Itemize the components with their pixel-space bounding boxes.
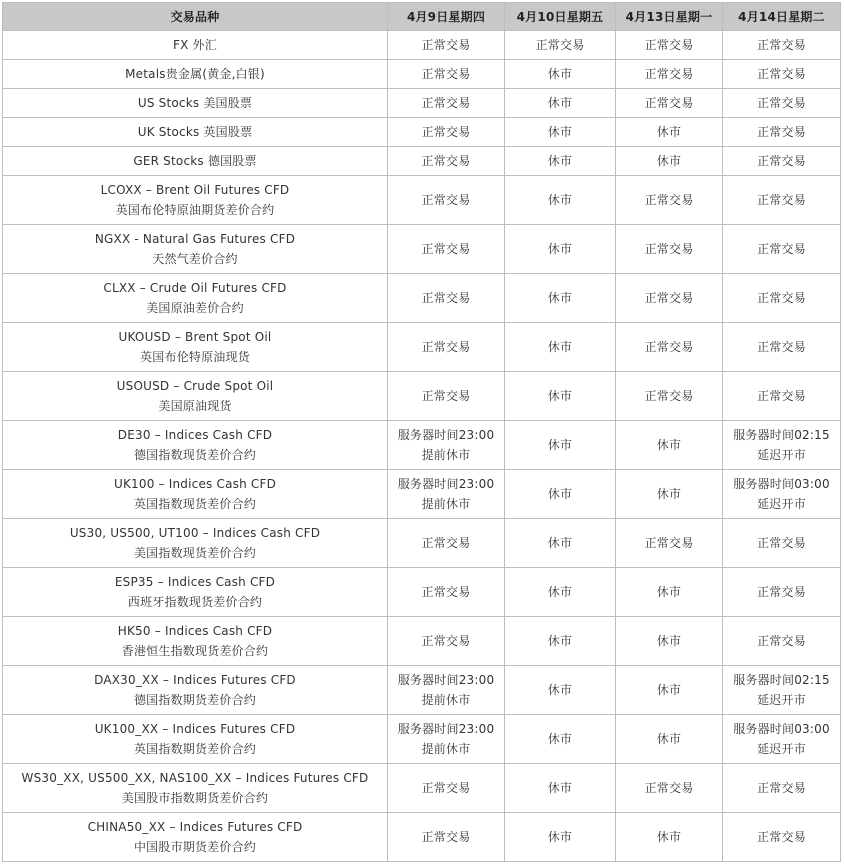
status-text: 正常交易 xyxy=(644,67,694,81)
table-row xyxy=(3,617,841,666)
header-row xyxy=(3,3,841,31)
instrument-name: GER Stocks 德国股票 xyxy=(133,154,257,168)
status-text: 正常交易 xyxy=(757,536,806,550)
table-row xyxy=(3,323,841,372)
status-text: 休市 xyxy=(656,125,682,139)
status-cell xyxy=(723,225,841,274)
status-cell xyxy=(505,176,616,225)
table-row xyxy=(3,118,841,147)
instrument-name: NGXX - Natural Gas Futures CFD xyxy=(94,232,296,246)
instrument-cell xyxy=(3,323,388,372)
status-cell xyxy=(505,118,616,147)
status-text: 正常交易 xyxy=(421,154,471,168)
status-text: 休市 xyxy=(547,585,573,599)
status-cell xyxy=(723,470,841,519)
instrument-name: UKOUSD – Brent Spot Oil xyxy=(118,330,272,344)
status-text: 正常交易 xyxy=(644,389,694,403)
status-text: 服务器时间02:15 xyxy=(733,428,830,442)
status-text: 正常交易 xyxy=(421,389,471,403)
table-row xyxy=(3,421,841,470)
status-text: 服务器时间23:00 xyxy=(397,477,495,491)
instrument-cell xyxy=(3,519,388,568)
status-cell xyxy=(616,666,723,715)
status-text: 休市 xyxy=(547,438,573,452)
status-text: 服务器时间02:15 xyxy=(733,673,830,687)
status-text: 延迟开市 xyxy=(757,497,806,511)
table-row xyxy=(3,147,841,176)
status-cell xyxy=(723,813,841,862)
table-row xyxy=(3,60,841,89)
status-cell xyxy=(723,60,841,89)
status-text: 延迟开市 xyxy=(757,693,806,707)
status-text: 正常交易 xyxy=(757,781,806,795)
status-cell xyxy=(616,225,723,274)
status-text: 正常交易 xyxy=(644,193,694,207)
status-text: 休市 xyxy=(547,340,573,354)
status-cell xyxy=(388,764,505,813)
instrument-name: UK100 – Indices Cash CFD xyxy=(113,477,277,491)
header-instrument: 交易品种 xyxy=(3,3,388,31)
status-text: 延迟开市 xyxy=(757,742,806,756)
status-cell xyxy=(505,666,616,715)
instrument-name: ESP35 – Indices Cash CFD xyxy=(114,575,276,589)
status-cell xyxy=(616,89,723,118)
status-cell xyxy=(616,421,723,470)
instrument-name-cn: 英国布伦特原油现货 xyxy=(140,350,250,364)
status-cell xyxy=(723,519,841,568)
status-cell xyxy=(388,568,505,617)
status-text: 休市 xyxy=(547,125,573,139)
status-cell xyxy=(388,323,505,372)
status-text: 休市 xyxy=(547,291,573,305)
instrument-name-cn: 英国指数期货差价合约 xyxy=(133,742,256,756)
instrument-cell xyxy=(3,813,388,862)
status-cell xyxy=(616,118,723,147)
instrument-name: Metals贵金属(黄金,白银) xyxy=(125,67,265,81)
instrument-cell xyxy=(3,666,388,715)
status-cell xyxy=(505,715,616,764)
table-row xyxy=(3,470,841,519)
status-text: 休市 xyxy=(656,154,682,168)
header-apr10: 4月10日星期五 xyxy=(505,3,616,31)
status-cell xyxy=(616,764,723,813)
table-row xyxy=(3,89,841,118)
status-text: 正常交易 xyxy=(757,67,806,81)
status-text: 休市 xyxy=(656,683,682,697)
status-cell xyxy=(505,31,616,60)
status-cell xyxy=(723,372,841,421)
status-text: 正常交易 xyxy=(421,291,471,305)
status-cell xyxy=(723,323,841,372)
status-cell xyxy=(388,60,505,89)
status-text: 正常交易 xyxy=(757,96,806,110)
status-text: 休市 xyxy=(547,683,573,697)
status-text: 正常交易 xyxy=(757,389,806,403)
status-cell xyxy=(388,89,505,118)
instrument-cell xyxy=(3,147,388,176)
status-cell xyxy=(723,764,841,813)
status-cell xyxy=(388,421,505,470)
status-text: 休市 xyxy=(656,732,682,746)
status-cell xyxy=(723,147,841,176)
status-cell xyxy=(388,372,505,421)
status-cell xyxy=(723,89,841,118)
status-cell xyxy=(723,568,841,617)
status-cell xyxy=(388,147,505,176)
status-cell xyxy=(388,519,505,568)
status-text: 休市 xyxy=(656,585,682,599)
instrument-name: CLXX – Crude Oil Futures CFD xyxy=(103,281,287,295)
status-cell xyxy=(505,147,616,176)
status-cell xyxy=(616,470,723,519)
status-text: 休市 xyxy=(547,96,573,110)
instrument-name-cn: 中国股市期货差价合约 xyxy=(133,840,256,854)
table-row xyxy=(3,764,841,813)
instrument-name-cn: 德国指数现货差价合约 xyxy=(133,448,256,462)
instrument-name: UK100_XX – Indices Futures CFD xyxy=(94,722,296,736)
status-cell xyxy=(505,323,616,372)
instrument-name-cn: 英国指数现货差价合约 xyxy=(133,497,256,511)
table-row xyxy=(3,274,841,323)
instrument-name: HK50 – Indices Cash CFD xyxy=(117,624,273,638)
status-cell xyxy=(505,519,616,568)
instrument-cell xyxy=(3,568,388,617)
instrument-cell xyxy=(3,89,388,118)
instrument-name: US Stocks 美国股票 xyxy=(137,96,253,110)
status-cell xyxy=(616,813,723,862)
status-cell xyxy=(388,225,505,274)
instrument-cell xyxy=(3,118,388,147)
table-row xyxy=(3,715,841,764)
status-text: 正常交易 xyxy=(757,38,806,52)
status-text: 休市 xyxy=(656,830,682,844)
status-cell xyxy=(723,666,841,715)
table-header xyxy=(3,3,841,31)
status-text: 正常交易 xyxy=(644,291,694,305)
status-text: 正常交易 xyxy=(757,193,806,207)
status-cell xyxy=(616,519,723,568)
instrument-name: UK Stocks 英国股票 xyxy=(137,125,253,139)
instrument-cell xyxy=(3,715,388,764)
instrument-cell xyxy=(3,421,388,470)
status-text: 休市 xyxy=(547,67,573,81)
instrument-name-cn: 天然气差价合约 xyxy=(152,252,238,266)
status-cell xyxy=(505,617,616,666)
status-text: 正常交易 xyxy=(757,634,806,648)
status-text: 服务器时间23:00 xyxy=(397,428,495,442)
header-apr13: 4月13日星期一 xyxy=(616,3,723,31)
status-cell xyxy=(723,715,841,764)
status-cell xyxy=(723,421,841,470)
status-text: 服务器时间23:00 xyxy=(397,722,495,736)
instrument-name-cn: 美国原油差价合约 xyxy=(146,301,244,315)
instrument-name: WS30_XX, US500_XX, NAS100_XX – Indices Futures CFD xyxy=(21,771,369,785)
status-text: 正常交易 xyxy=(644,781,694,795)
status-cell xyxy=(616,274,723,323)
status-text: 正常交易 xyxy=(644,340,694,354)
table-row xyxy=(3,666,841,715)
status-text: 休市 xyxy=(656,487,682,501)
status-text: 休市 xyxy=(547,634,573,648)
instrument-name: FX 外汇 xyxy=(173,38,217,52)
table-row xyxy=(3,568,841,617)
status-text: 休市 xyxy=(547,536,573,550)
status-text: 正常交易 xyxy=(757,585,806,599)
status-cell xyxy=(388,813,505,862)
status-text: 正常交易 xyxy=(757,830,806,844)
status-text: 服务器时间03:00 xyxy=(733,722,830,736)
instrument-cell xyxy=(3,372,388,421)
instrument-name-cn: 美国原油现货 xyxy=(158,399,232,413)
instrument-name: LCOXX – Brent Oil Futures CFD xyxy=(100,183,290,197)
instrument-name-cn: 西班牙指数现货差价合约 xyxy=(127,595,263,609)
status-cell xyxy=(723,274,841,323)
status-text: 正常交易 xyxy=(644,96,694,110)
status-text: 正常交易 xyxy=(421,585,471,599)
instrument-name: CHINA50_XX – Indices Futures CFD xyxy=(87,820,303,834)
status-cell xyxy=(505,421,616,470)
status-cell xyxy=(505,470,616,519)
status-text: 休市 xyxy=(547,193,573,207)
status-text: 正常交易 xyxy=(644,38,694,52)
status-text: 正常交易 xyxy=(421,536,471,550)
instrument-cell xyxy=(3,31,388,60)
table-body xyxy=(3,31,841,862)
status-text: 正常交易 xyxy=(421,193,471,207)
status-text: 正常交易 xyxy=(421,38,471,52)
instrument-name: DAX30_XX – Indices Futures CFD xyxy=(94,673,296,687)
status-cell xyxy=(505,60,616,89)
status-text: 休市 xyxy=(656,438,682,452)
status-cell xyxy=(388,617,505,666)
instrument-cell xyxy=(3,176,388,225)
status-text: 正常交易 xyxy=(535,38,585,52)
status-cell xyxy=(616,323,723,372)
status-cell xyxy=(388,176,505,225)
instrument-name-cn: 美国股市指数期货差价合约 xyxy=(121,791,269,805)
status-cell xyxy=(505,568,616,617)
header-apr9: 4月9日星期四 xyxy=(388,3,505,31)
instrument-cell xyxy=(3,764,388,813)
status-text: 正常交易 xyxy=(757,125,806,139)
status-text: 休市 xyxy=(656,634,682,648)
instrument-cell xyxy=(3,225,388,274)
status-text: 休市 xyxy=(547,154,573,168)
status-text: 正常交易 xyxy=(421,242,471,256)
status-text: 正常交易 xyxy=(757,242,806,256)
status-cell xyxy=(388,274,505,323)
status-cell xyxy=(505,89,616,118)
status-cell xyxy=(616,147,723,176)
instrument-name: US30, US500, UT100 – Indices Cash CFD xyxy=(69,526,321,540)
status-text: 延迟开市 xyxy=(757,448,806,462)
instrument-cell xyxy=(3,470,388,519)
status-cell xyxy=(723,617,841,666)
status-cell xyxy=(388,118,505,147)
status-text: 正常交易 xyxy=(421,125,471,139)
status-text: 提前休市 xyxy=(421,448,471,462)
instrument-cell xyxy=(3,274,388,323)
status-cell xyxy=(616,176,723,225)
status-text: 休市 xyxy=(547,242,573,256)
instrument-name-cn: 美国指数现货差价合约 xyxy=(133,546,256,560)
table-row xyxy=(3,31,841,60)
status-cell xyxy=(388,715,505,764)
instrument-cell xyxy=(3,617,388,666)
status-text: 正常交易 xyxy=(757,340,806,354)
status-text: 提前休市 xyxy=(421,497,471,511)
status-cell xyxy=(388,666,505,715)
status-cell xyxy=(505,372,616,421)
table-row xyxy=(3,176,841,225)
status-text: 正常交易 xyxy=(757,154,806,168)
status-text: 正常交易 xyxy=(421,96,471,110)
status-cell xyxy=(616,715,723,764)
status-text: 正常交易 xyxy=(421,634,471,648)
status-cell xyxy=(723,31,841,60)
status-cell xyxy=(505,764,616,813)
status-text: 休市 xyxy=(547,781,573,795)
table-row xyxy=(3,372,841,421)
status-text: 服务器时间23:00 xyxy=(397,673,495,687)
header-apr14: 4月14日星期二 xyxy=(723,3,841,31)
status-text: 正常交易 xyxy=(644,242,694,256)
status-text: 休市 xyxy=(547,830,573,844)
trading-schedule-table xyxy=(2,2,841,862)
table-row xyxy=(3,225,841,274)
status-text: 正常交易 xyxy=(757,291,806,305)
status-text: 休市 xyxy=(547,487,573,501)
status-text: 正常交易 xyxy=(421,830,471,844)
status-cell xyxy=(723,176,841,225)
status-text: 正常交易 xyxy=(421,340,471,354)
status-text: 提前休市 xyxy=(421,742,471,756)
table-row xyxy=(3,519,841,568)
status-cell xyxy=(616,31,723,60)
instrument-name-cn: 德国指数期货差价合约 xyxy=(133,693,256,707)
status-text: 正常交易 xyxy=(421,781,471,795)
table-row xyxy=(3,813,841,862)
status-text: 休市 xyxy=(547,389,573,403)
status-text: 服务器时间03:00 xyxy=(733,477,830,491)
status-cell xyxy=(505,813,616,862)
status-cell xyxy=(616,60,723,89)
status-cell xyxy=(505,274,616,323)
status-cell xyxy=(616,617,723,666)
status-text: 正常交易 xyxy=(644,536,694,550)
instrument-name: DE30 – Indices Cash CFD xyxy=(117,428,273,442)
instrument-name-cn: 香港恒生指数现货差价合约 xyxy=(121,644,269,658)
instrument-name-cn: 英国布伦特原油期货差价合约 xyxy=(115,203,275,217)
instrument-cell xyxy=(3,60,388,89)
status-cell xyxy=(616,568,723,617)
status-cell xyxy=(388,31,505,60)
status-cell xyxy=(616,372,723,421)
status-cell xyxy=(505,225,616,274)
status-cell xyxy=(723,118,841,147)
status-text: 休市 xyxy=(547,732,573,746)
status-text: 提前休市 xyxy=(421,693,471,707)
status-cell xyxy=(388,470,505,519)
instrument-name: USOUSD – Crude Spot Oil xyxy=(116,379,274,393)
status-text: 正常交易 xyxy=(421,67,471,81)
